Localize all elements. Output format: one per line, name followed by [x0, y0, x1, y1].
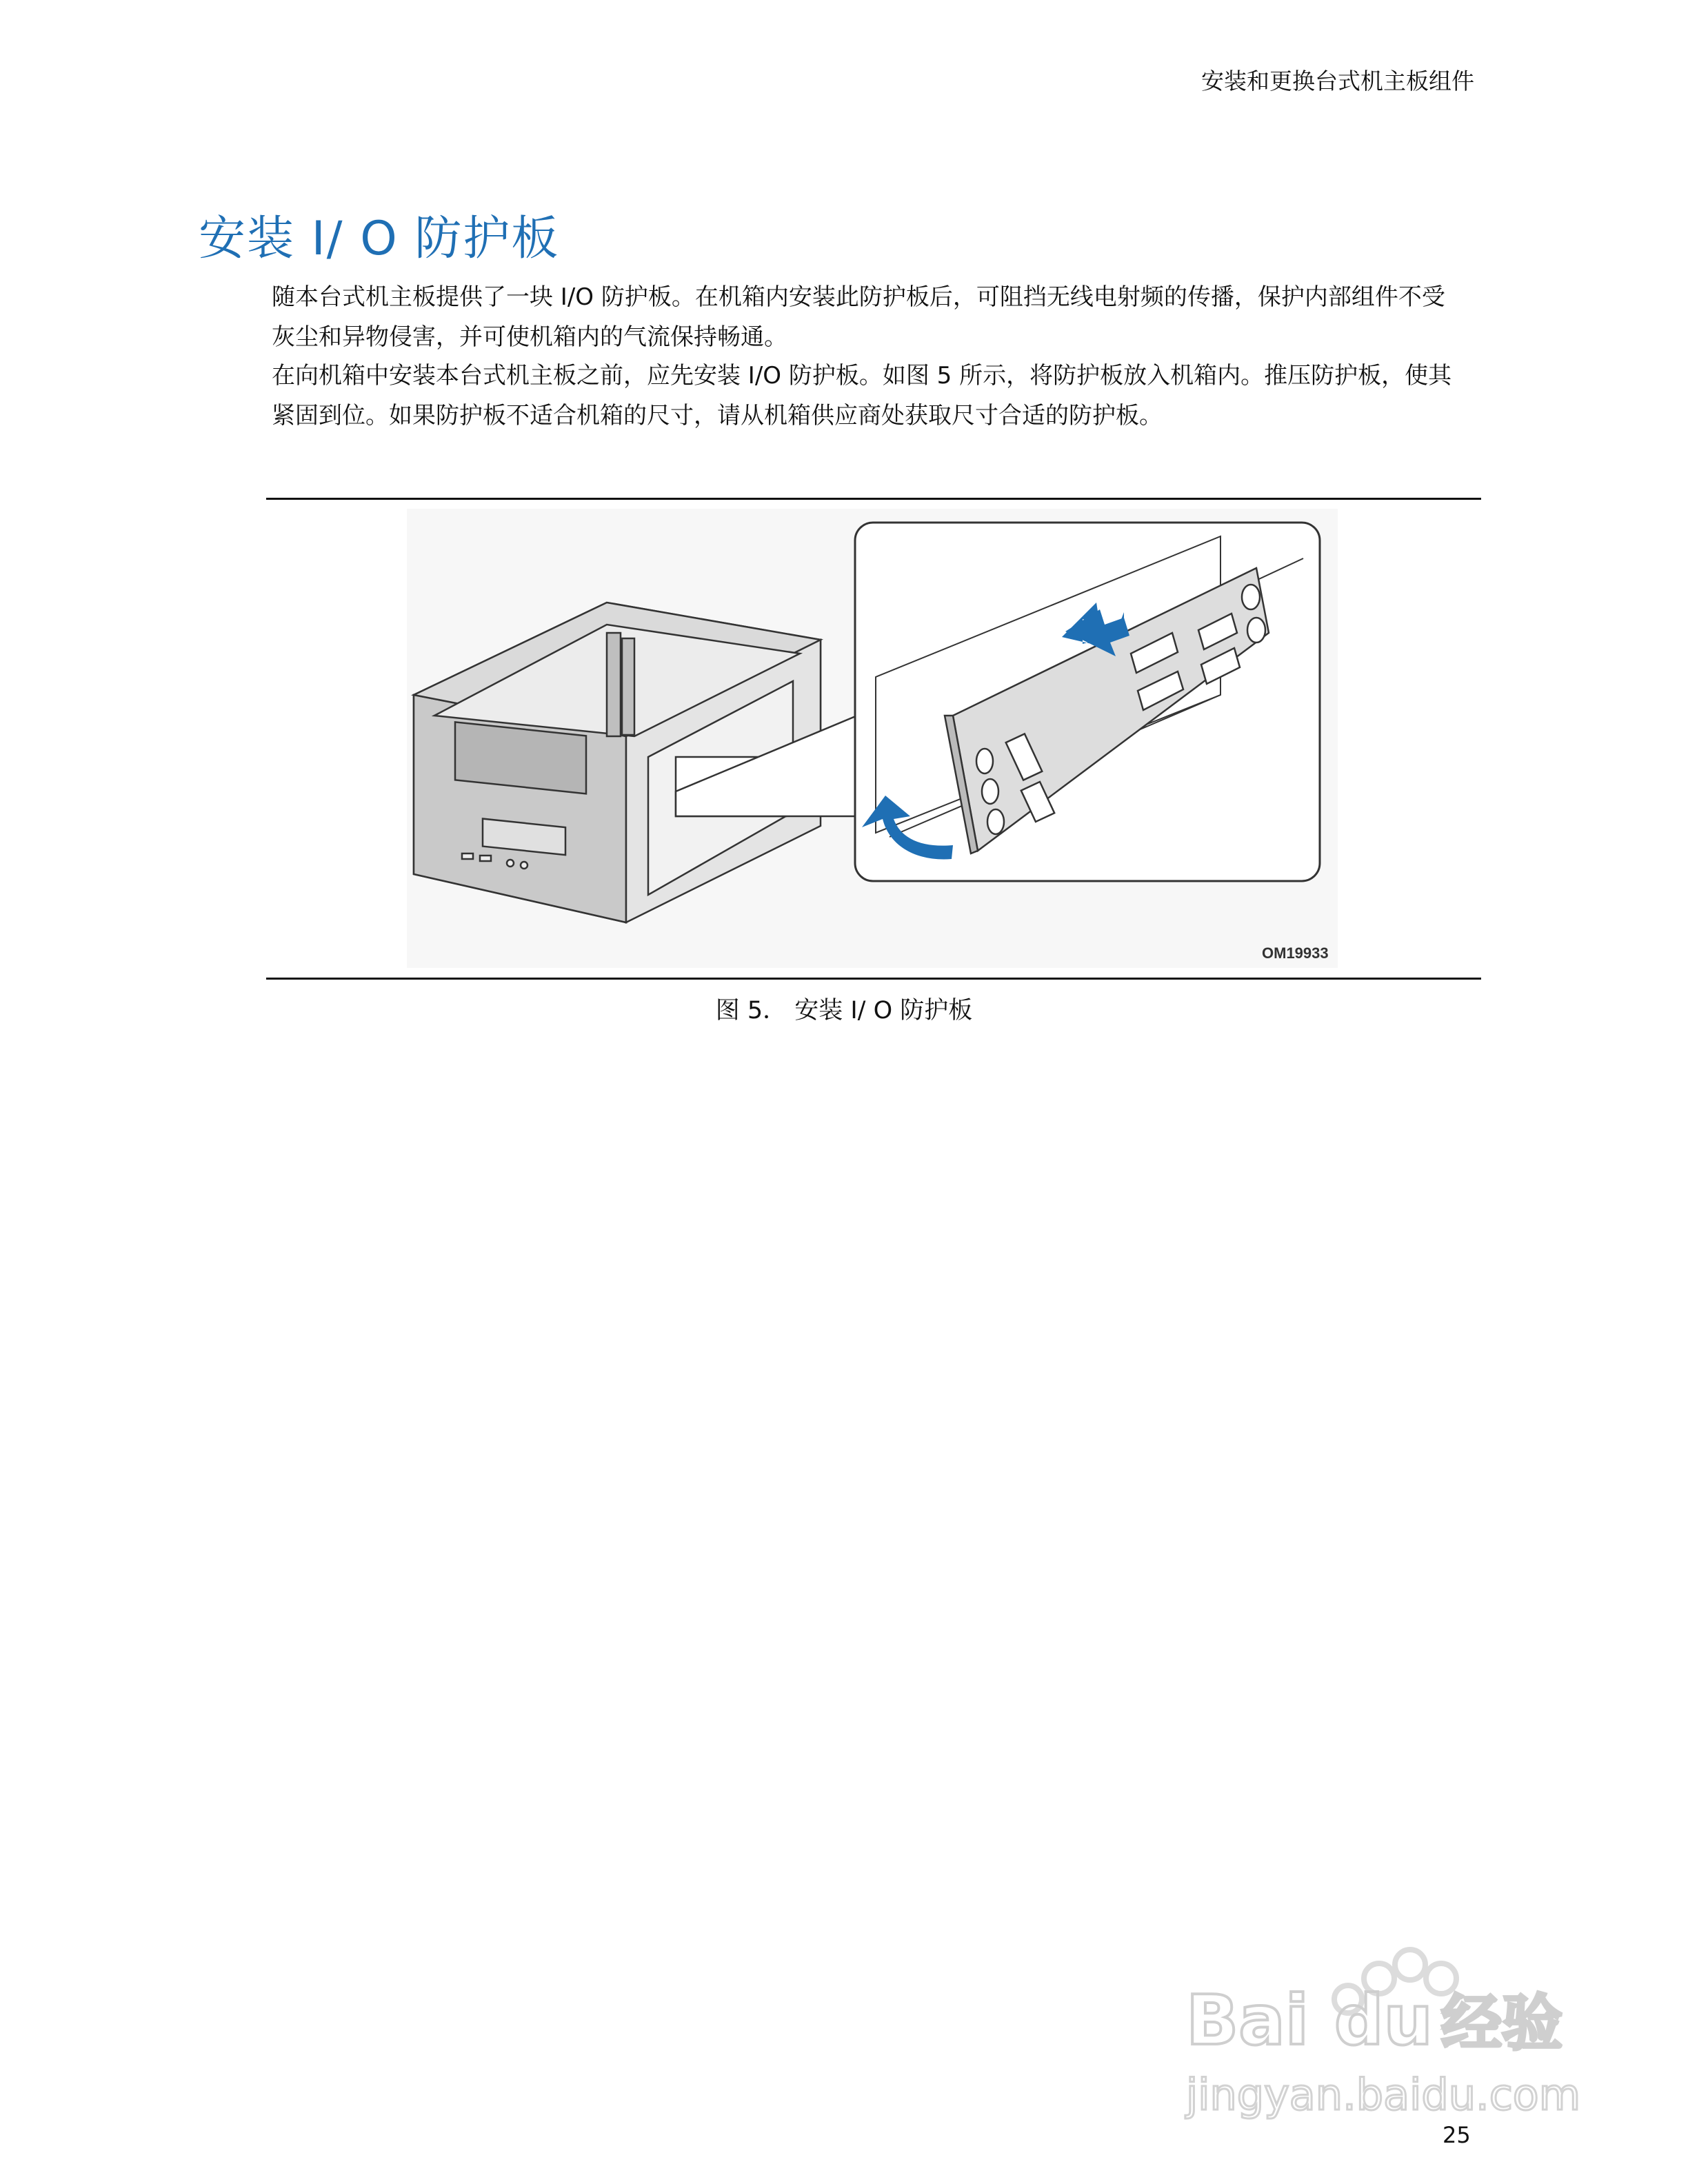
paragraph-instructions: 在向机箱中安装本台式机主板之前，应先安装 I/O 防护板。如图 5 所示，将防护板放入机箱内。推压防护板，使其紧固到位。如果防护板不适合机箱的尺寸，请从机箱供应商处获取尺寸合适的防护板。 [272, 362, 1452, 429]
figure-caption: 图 5． 安装 I/ O 防护板 [715, 997, 973, 1024]
figure-id-label: OM19933 [1262, 944, 1329, 962]
io-shield-illustration [407, 509, 1338, 968]
svg-text:jingyan.baidu.com: jingyan.baidu.com [1186, 2070, 1581, 2120]
svg-text:du: du [1334, 1980, 1433, 2061]
svg-text:Bai: Bai [1186, 1980, 1309, 2061]
baidu-watermark-logo [1172, 1903, 1586, 2137]
running-header: 安装和更换台式机主板组件 [1201, 68, 1474, 94]
figure-bottom-rule [266, 978, 1481, 980]
page-number: 25 [1443, 2122, 1471, 2148]
svg-text:经验: 经验 [1441, 1988, 1563, 2059]
figure-top-rule [266, 498, 1481, 500]
section-title: 安装 I/ O 防护板 [199, 212, 560, 266]
paragraph-intro: 随本台式机主板提供了一块 I/O 防护板。在机箱内安装此防护板后，可阻挡无线电射频的传播，保护内部组件不受灰尘和异物侵害，并可使机箱内的气流保持畅通。 [272, 283, 1445, 351]
